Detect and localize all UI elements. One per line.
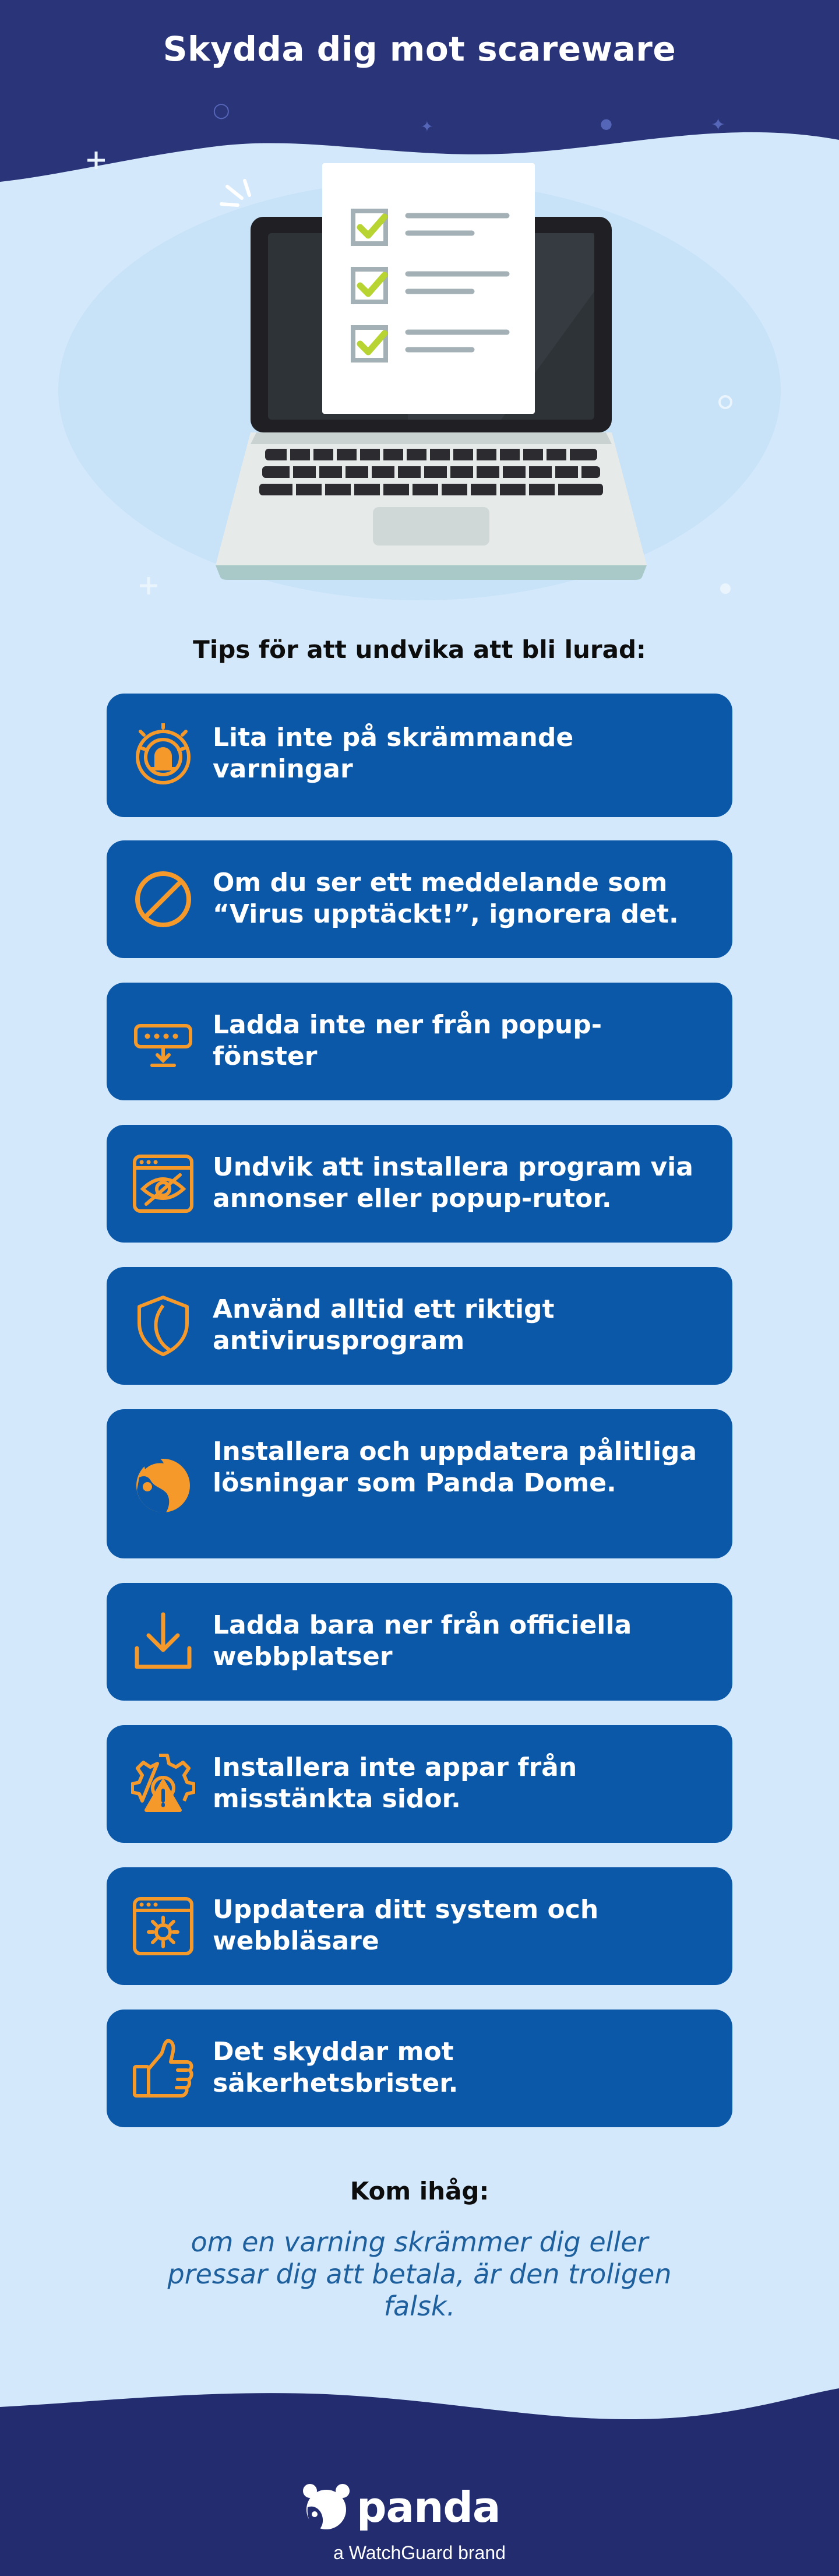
tip-card	[107, 1267, 732, 1385]
browser-settings-icon	[131, 1894, 195, 1958]
sparkle-decoration: ✦	[421, 118, 433, 136]
panda-logo-icon	[302, 2483, 351, 2532]
tip-text: Om du ser ett meddelande som “Virus upptäckt!”, ignorera det.	[213, 868, 679, 929]
tip-text: Installera och uppdatera pålitliga lösningar som Panda Dome.	[213, 1437, 697, 1498]
tip-card	[107, 1583, 732, 1701]
shield-icon	[131, 1294, 195, 1358]
tip-text: Det skyddar mot säkerhetsbrister.	[213, 2037, 459, 2098]
download-icon	[131, 1610, 195, 1674]
tip-text: Lita inte på skrämmande varningar	[213, 723, 574, 784]
hero-illustration	[0, 146, 839, 600]
tip-card	[107, 840, 732, 958]
tip-card	[107, 1125, 732, 1243]
tips-heading: Tips för att undvika att bli lurad:	[193, 635, 646, 664]
brand-tagline: a WatchGuard brand	[333, 2542, 506, 2563]
tip-card	[107, 694, 732, 817]
alarm-bell-icon	[131, 723, 195, 787]
tip-card	[107, 1867, 732, 1985]
tip-card	[107, 983, 732, 1100]
thumbs-up-icon	[131, 2036, 195, 2100]
brand-name: panda	[357, 2483, 500, 2532]
tip-card	[107, 2010, 732, 2127]
hidden-eye-window-icon	[131, 1152, 195, 1216]
tip-text: Installera inte appar från misstänkta sidor.	[213, 1752, 577, 1814]
tip-card	[107, 1409, 732, 1558]
panda-logo-icon	[131, 1452, 195, 1516]
tip-text: Undvik att installera program via annonser eller popup-rutor.	[213, 1152, 693, 1213]
footer-banner	[0, 2384, 839, 2576]
sparkle-decoration: ●	[600, 115, 612, 132]
tip-text: Uppdatera ditt system och webbläsare	[213, 1895, 599, 1956]
popup-download-icon	[131, 1009, 195, 1074]
tip-text: Ladda bara ner från officiella webbplatser	[213, 1610, 632, 1671]
tip-text: Ladda inte ner från popup-fönster	[213, 1010, 602, 1071]
laptop-checklist-icon	[0, 146, 839, 600]
brand-logo	[0, 2483, 839, 2564]
page-title: Skydda dig mot scareware	[163, 29, 676, 69]
gear-warning-icon	[131, 1752, 195, 1816]
sparkle-decoration: ○	[213, 98, 230, 122]
tip-text: Använd alltid ett riktigt antivirusprogram	[213, 1294, 555, 1356]
prohibited-icon	[131, 867, 195, 931]
reminder-text: om en varning skrämmer dig eller pressar dig att betala, är den troligen falsk.	[167, 2226, 672, 2322]
tip-card	[107, 1725, 732, 1843]
sparkle-decoration: ✦	[711, 115, 726, 135]
reminder-heading: Kom ihåg:	[350, 2177, 489, 2205]
